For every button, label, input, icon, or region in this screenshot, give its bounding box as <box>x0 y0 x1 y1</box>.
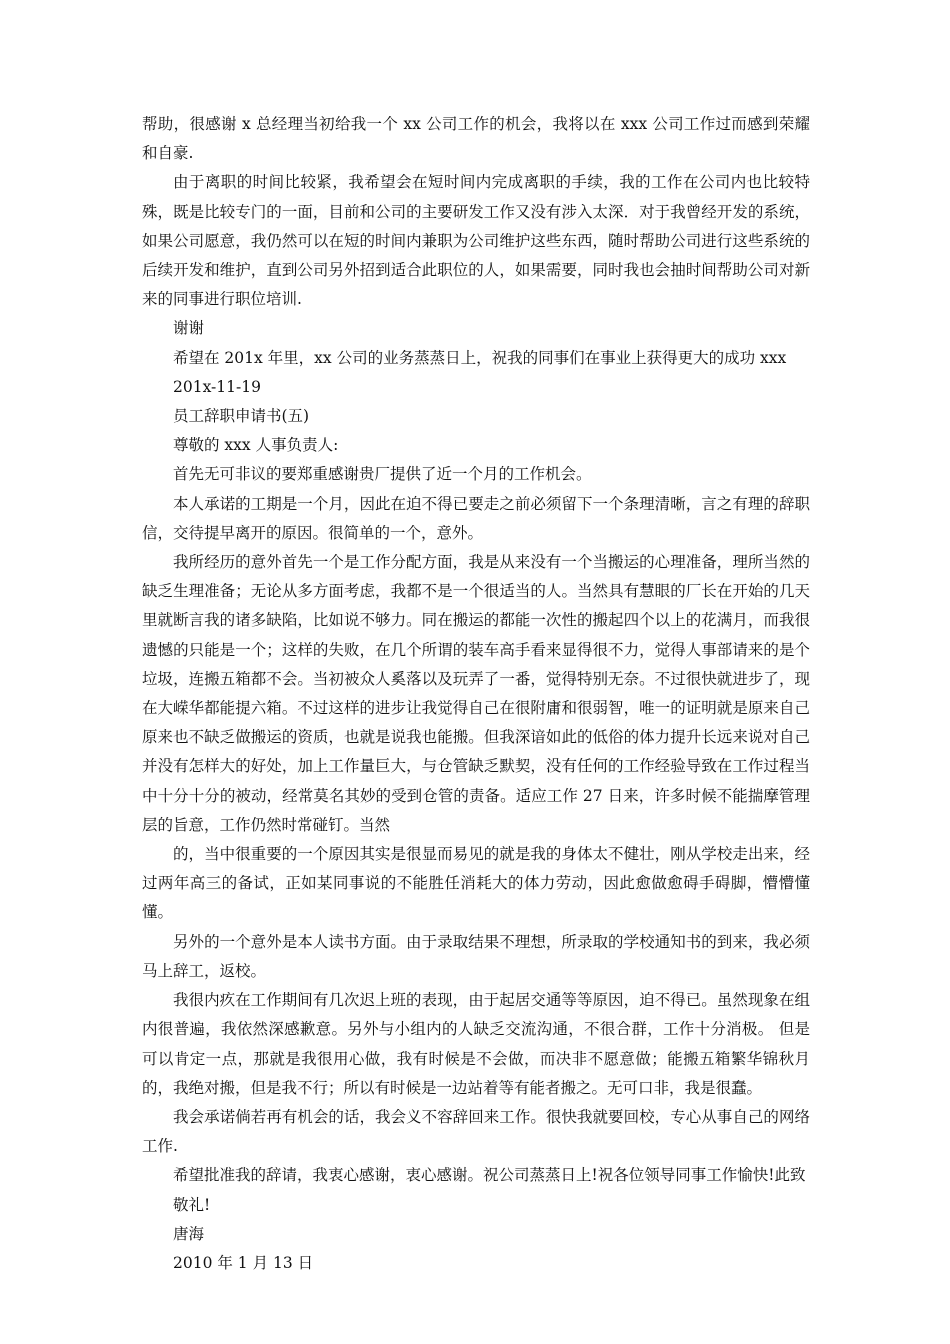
paragraph-study-reason: 另外的一个意外是本人读书方面。由于录取结果不理想，所录取的学校通知书的到来，我必须马上辞工，返校。 <box>142 932 810 980</box>
document-page <box>142 110 810 1278</box>
paragraph-commitment: 本人承诺的工期是一个月，因此在迫不得已要走之前必须留下一个条理清晰，言之有理的辞职信，交待提早离开的原因。很简单的一个，意外。 <box>142 494 810 542</box>
paragraph-gratitude: 首先无可非议的要郑重感谢贵厂提供了近一个月的工作机会。 <box>173 465 592 484</box>
paragraph-closing-request: 希望批准我的辞请，我衷心感谢，衷心感谢。祝公司蒸蒸日上!祝各位领导同事工作愉快!此致 <box>173 1166 806 1185</box>
section-title: 员工辞职申请书(五) <box>173 407 310 426</box>
paragraph-work-assignment: 我所经历的意外首先一个是工作分配方面，我是从来没有一个当搬运的心理准备，理所当然的缺乏生理准备；无论从多方面考虑，我都不是一个很适当的人。当然具有慧眼的厂长在开始的几天里就断言我的诸多缺陷，比如说不够力。同在搬运的都能一次性的搬起四个以上的花满月，而我很遗憾的只能是一个；这样的失败，在几个所谓的装车高手看来显得很不力，觉得人事部请来的是个垃圾，连搬五箱都不会。当初被众人奚落以及玩弄了一番，觉得特别无奈。不过很快就进步了，现在大嵘华都能提六箱。不过这样的进步让我觉得自己在很附庸和很弱智，唯一的证明就是原来自己原来也不缺乏做搬运的资质，也就是说我也能搬。但我深谙如此的低俗的体力提升长远来说对自己并没有怎样大的好处，加上工作量巨大，与仓管缺乏默契，没有任何的工作经验导致在工作过程当中十分十分的被动，经常莫名其妙的受到仓管的责备。适应工作 27 日来，许多时候不能揣摩管理层的旨意，工作仍然时常碰钉。当然 <box>142 553 810 834</box>
paragraph-thank-you: 谢谢 <box>173 319 205 338</box>
signature-name: 唐海 <box>173 1224 205 1243</box>
paragraph-date-1: 201x-11-19 <box>173 377 261 396</box>
paragraph-health-reason: 的，当中很重要的一个原因其实是很显而易见的就是我的身体太不健壮，刚从学校走出来，经过两年高三的备试，正如某同事说的不能胜任消耗大的体力劳动，因此愈做愈碍手碍脚，懵懵懂懂。 <box>142 845 810 922</box>
salutation: 尊敬的 xxx 人事负责人: <box>173 436 339 455</box>
paragraph-resignation-timing: 由于离职的时间比较紧，我希望会在短时间内完成离职的手续，我的工作在公司内也比较特殊，既是比较专门的一面，目前和公司的主要研发工作又没有涉入太深．对于我曾经开发的系统，如果公司愿意，我仍然可以在短的时间内兼职为公司维护这些东西，随时帮助公司进行这些系统的后续开发和维护，直到公司另外招到适合此职位的人，如果需要，同时我也会抽时间帮助公司对新来的同事进行职位培训. <box>142 173 810 309</box>
paragraph-thanks-manager: 帮助，很感谢 x 总经理当初给我一个 xx 公司工作的机会，我将以在 xxx 公司工作过而感到荣耀和自豪. <box>142 115 810 163</box>
paragraph-promise: 我会承诺倘若再有机会的话，我会义不容辞回来工作。很快我就要回校，专心从事自己的网络工作. <box>142 1107 810 1156</box>
paragraph-apology: 我很内疚在工作期间有几次迟上班的表现，由于起居交通等等原因，迫不得已。虽然现象在组内很普遍，我依然深感歉意。另外与小组内的人缺乏交流沟通，不很合群，工作十分消极。 但是可以肯定一点，那就是我很用心做，我有时候是不会做，而决非不愿意做；能搬五箱繁华锦秋月的，我绝对搬，但是我不行；所以有时候是一边站着等有能者搬之。无可口非，我是很蠢。 <box>142 991 810 1097</box>
signature-date: 2010 年 1 月 13 日 <box>173 1253 314 1272</box>
closing-regards: 敬礼! <box>173 1195 211 1214</box>
paragraph-good-wishes: 希望在 201x 年里，xx 公司的业务蒸蒸日上，祝我的同事们在事业上获得更大的成功 xxx <box>173 348 787 367</box>
